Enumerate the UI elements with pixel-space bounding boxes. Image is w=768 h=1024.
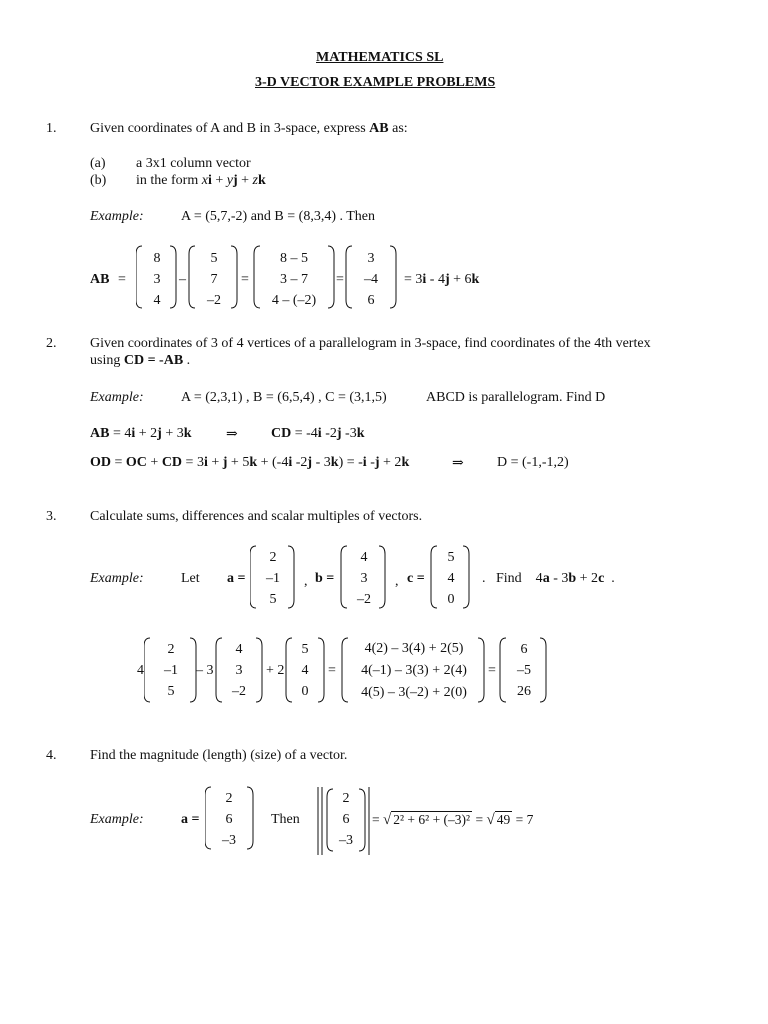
- part-a-text: a 3x1 column vector: [136, 156, 251, 171]
- coef-minus-3: – 3: [196, 663, 214, 678]
- page-title: 3-D VECTOR EXAMPLE PROBLEMS: [255, 75, 496, 90]
- expansion-vector-b: 4 3 –2: [232, 642, 246, 699]
- part-b-text-pre: in the form: [136, 173, 202, 188]
- part-a-label: (a): [90, 156, 106, 171]
- example-2-text2: ABCD is parallelogram. Find D: [426, 390, 606, 405]
- sqrt-radicand: √ 2² + 6² + (–3)²: [383, 812, 471, 828]
- expansion-vector-a: 2 –1 5: [164, 642, 178, 699]
- problem-2-prompt-line2: [90, 353, 190, 369]
- implies-arrow: ⇒: [226, 427, 238, 442]
- line2-post: .: [183, 353, 191, 368]
- coef-plus-2: + 2: [266, 663, 285, 678]
- comma: ,: [304, 574, 308, 589]
- example-2-text: A = (2,3,1) , B = (6,5,4) , C = (3,1,5): [181, 390, 387, 405]
- example-2-label: Example:: [90, 390, 144, 405]
- matrix-a-coords: 5 7 –2: [207, 251, 221, 308]
- ab-label: AB: [90, 272, 110, 287]
- minus-sign: –: [179, 272, 186, 287]
- magnitude-result: = 7: [515, 812, 534, 827]
- comma: ,: [395, 574, 399, 589]
- equals-sign: =: [488, 663, 496, 678]
- equals-sign: =: [475, 812, 484, 827]
- problem-3-number: 3.: [46, 509, 57, 524]
- vector-c-label: c =: [407, 571, 425, 586]
- part-b-label: (b): [90, 173, 107, 188]
- ab-vector-line: AB = 4i + 2j + 3k: [90, 426, 192, 441]
- problem-1-prompt-text: Given coordinates of A and B in 3-space, express: [90, 121, 370, 136]
- equals-sign: =: [336, 272, 344, 287]
- problem-1-prompt: [90, 121, 408, 137]
- od-vector-line: OD = OC + CD = 3i + j + 5k + (-4i -2j - 3k) = -i -j + 2k: [90, 455, 410, 470]
- implies-arrow: ⇒: [452, 456, 464, 471]
- line2-formula: CD = -AB: [123, 353, 184, 368]
- problem-4-number: 4.: [46, 748, 57, 763]
- problem-1-prompt-ab: AB: [369, 121, 389, 136]
- problem-4-prompt: Find the magnitude (length) (size) of a vector.: [90, 748, 348, 763]
- example-3-label: Example:: [90, 571, 144, 586]
- course-title: MATHEMATICS SL: [316, 50, 444, 65]
- expansion-vector-c: 5 4 0: [301, 642, 309, 699]
- find-text: . Find 4a - 3b + 2c .: [482, 571, 615, 586]
- example-1-label: Example:: [90, 209, 144, 224]
- vector-c: 5 4 0: [447, 550, 455, 607]
- part-b-text: in the form xi + yj + zk: [136, 173, 266, 188]
- vector-a-label: a =: [227, 571, 246, 586]
- vector-a-label: a =: [181, 812, 200, 827]
- line2-pre: using: [90, 353, 124, 368]
- expansion-result: 6 –5 26: [517, 642, 531, 699]
- problem-2-number: 2.: [46, 336, 57, 351]
- expansion-terms: 4(2) – 3(4) + 2(5) 4(–1) – 3(3) + 2(4) 4(5) – 3(–2) + 2(0): [361, 641, 467, 700]
- matrix-difference: 8 – 5 3 – 7 4 – (–2): [271, 251, 317, 308]
- expansion-parens: [144, 636, 554, 704]
- vector-a: 2 –1 5: [266, 550, 280, 607]
- equals-sign: =: [372, 812, 380, 827]
- problem-1-prompt-end: as:: [388, 121, 408, 136]
- problem-3-prompt: Calculate sums, differences and scalar multiples of vectors.: [90, 509, 423, 524]
- problem-2-prompt: Given coordinates of 3 of 4 vertices of a parallelogram in 3-space, find coordinates of the 4th vertex: [90, 336, 651, 351]
- equals-sign: =: [241, 272, 249, 287]
- example-1-text: A = (5,7,-2) and B = (8,3,4) . Then: [181, 209, 376, 224]
- matrix-b-coords: 8 3 4: [153, 251, 161, 308]
- cd-vector-line: CD = -4i -2j -3k: [271, 426, 365, 441]
- magnitude-vector-a: 2 6 –3: [222, 791, 236, 848]
- magnitude-vector-inside: 2 6 –3: [339, 791, 353, 848]
- coef-4: 4: [137, 663, 144, 678]
- d-result: D = (-1,-1,2): [497, 455, 569, 470]
- vector-b: 4 3 –2: [357, 550, 371, 607]
- example-4-label: Example:: [90, 812, 144, 827]
- matrix-result: 3 –4 6: [364, 251, 378, 308]
- vector-b-label: b =: [315, 571, 335, 586]
- magnitude-calc: [372, 812, 533, 829]
- let-text: Let: [181, 571, 200, 586]
- equals-sign: =: [118, 272, 126, 287]
- equals-sign: =: [328, 663, 336, 678]
- problem-1-number: 1.: [46, 121, 57, 136]
- sqrt-49: √ 49: [486, 812, 511, 828]
- ab-result: = 3i - 4j + 6k: [404, 272, 480, 287]
- then-text: Then: [271, 812, 300, 827]
